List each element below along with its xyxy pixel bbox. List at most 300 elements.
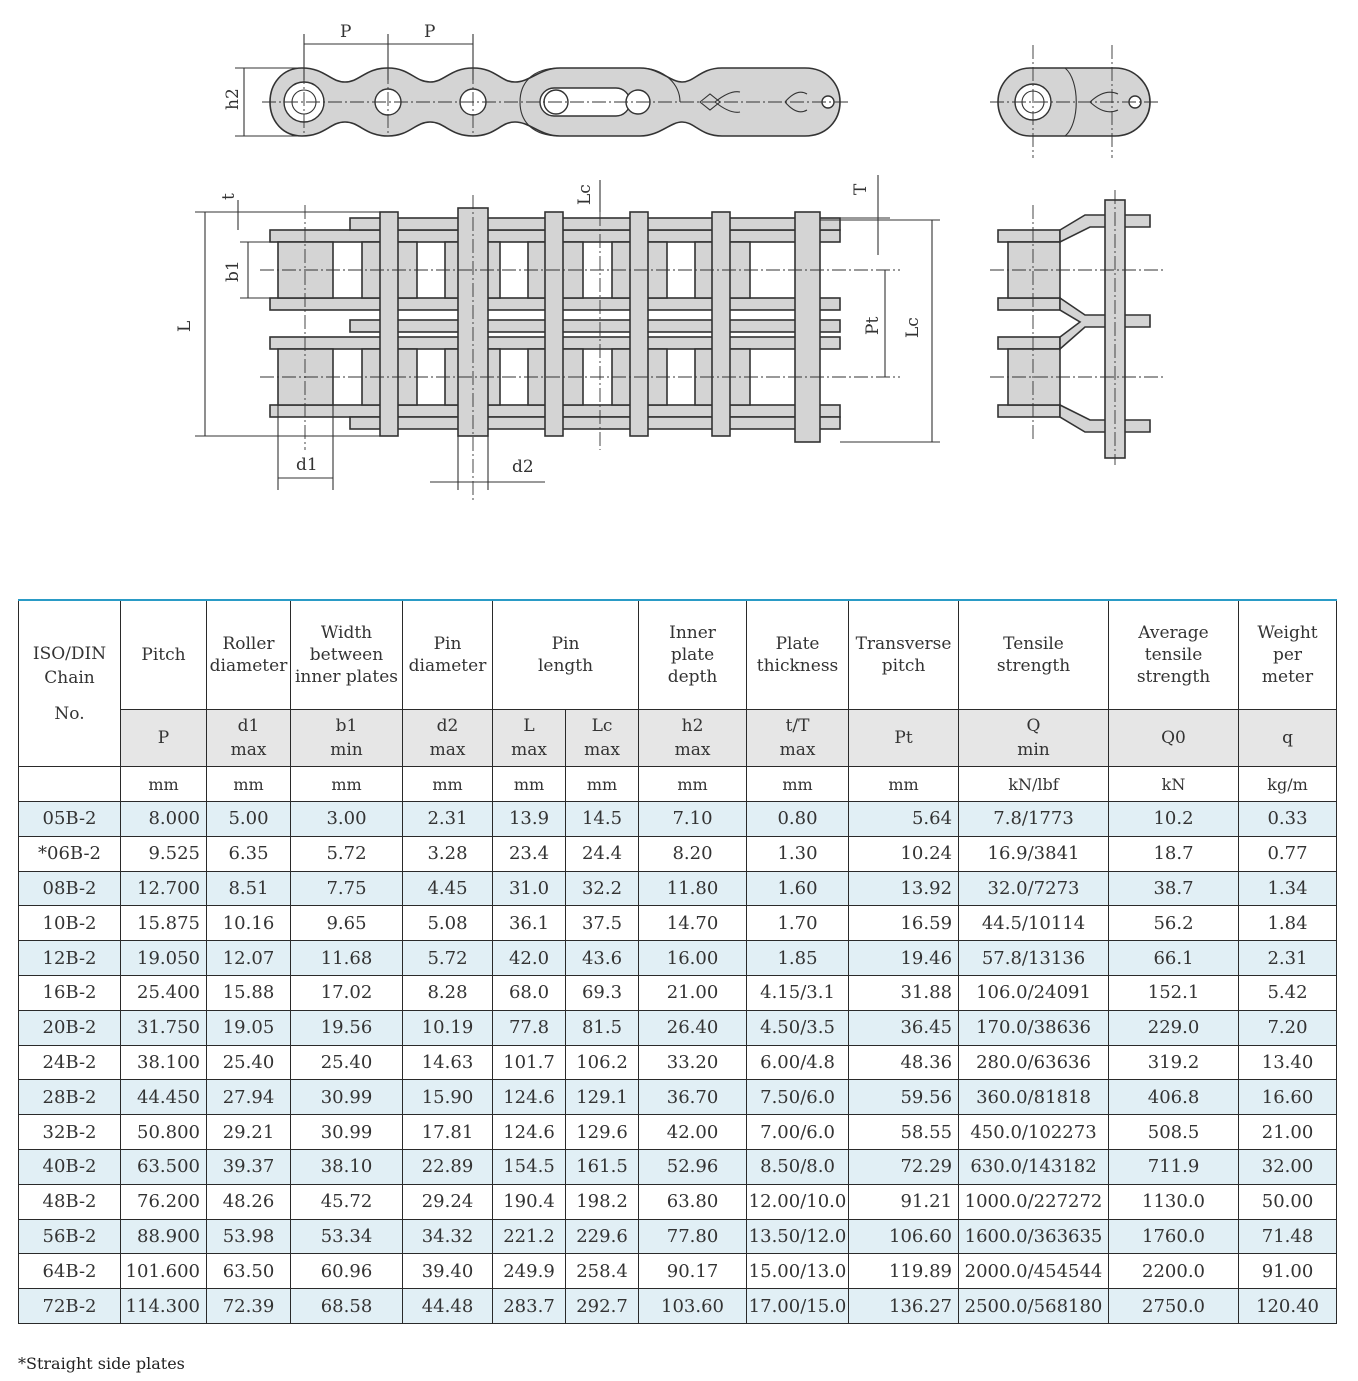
end-view-top	[990, 45, 1160, 158]
table-cell: 161.5	[566, 1149, 639, 1184]
table-cell: 106.60	[849, 1219, 959, 1254]
table-cell: 14.5	[566, 802, 639, 837]
header-plate-thickness	[747, 600, 849, 710]
table-cell: 406.8	[1109, 1080, 1239, 1115]
col-symbol: Pt	[894, 728, 913, 748]
table-cell: 39.37	[207, 1149, 291, 1184]
table-cell: 17.00/15.0	[747, 1289, 849, 1324]
table-cell: 19.56	[291, 1010, 403, 1045]
chain-no-cell: 40B-2	[19, 1149, 121, 1184]
table-row	[19, 1289, 1337, 1324]
table-cell: 8.28	[403, 975, 493, 1010]
table-cell: 22.89	[403, 1149, 493, 1184]
table-cell: 101.7	[493, 1045, 566, 1080]
table-cell: 48.26	[207, 1184, 291, 1219]
table-cell: 77.80	[639, 1219, 747, 1254]
table-row	[19, 836, 1337, 871]
table-cell: 106.2	[566, 1045, 639, 1080]
col-symbol: P	[157, 728, 170, 748]
table-cell: 9.65	[291, 906, 403, 941]
unit-plate-depth: mm	[639, 767, 747, 802]
table-body	[19, 802, 1337, 1324]
table-cell: 450.0/102273	[959, 1115, 1109, 1150]
chain-no-cell: 12B-2	[19, 941, 121, 976]
col-name: per	[1272, 645, 1303, 665]
table-cell: 229.6	[566, 1219, 639, 1254]
col-name: Pin	[433, 634, 462, 654]
label-Pt: Pt	[863, 316, 883, 335]
table-cell: 360.0/81818	[959, 1080, 1109, 1115]
table-cell: 25.40	[207, 1045, 291, 1080]
col-symbol-qual: max	[779, 740, 816, 760]
col-name: diameter	[209, 656, 288, 676]
table-cell: 129.6	[566, 1115, 639, 1150]
table-cell: 5.42	[1239, 975, 1337, 1010]
col-symbol-qual: max	[429, 740, 466, 760]
sym-thickness	[747, 710, 849, 767]
table-cell: 66.1	[1109, 941, 1239, 976]
table-cell: 7.20	[1239, 1010, 1337, 1045]
table-cell: 2500.0/568180	[959, 1289, 1109, 1324]
table-cell: 59.56	[849, 1080, 959, 1115]
table-cell: 63.50	[207, 1254, 291, 1289]
table-cell: 15.00/13.0	[747, 1254, 849, 1289]
table-cell: 5.72	[291, 836, 403, 871]
table-cell: 63.500	[121, 1149, 207, 1184]
label-T: T	[851, 183, 871, 195]
col-symbol: t/T	[785, 716, 810, 736]
table-cell: 15.88	[207, 975, 291, 1010]
table-cell: 25.400	[121, 975, 207, 1010]
table-cell: 5.64	[849, 802, 959, 837]
table-cell: 53.34	[291, 1219, 403, 1254]
col-name: Transverse	[855, 634, 952, 654]
col-name: thickness	[756, 656, 839, 676]
label-p2: P	[424, 22, 436, 42]
table-cell: 1.60	[747, 871, 849, 906]
table-cell: 19.05	[207, 1010, 291, 1045]
table-row	[19, 1149, 1337, 1184]
col-symbol-qual: max	[584, 740, 620, 760]
table-row	[19, 1045, 1337, 1080]
table-cell: 283.7	[493, 1289, 566, 1324]
table-cell: 2200.0	[1109, 1254, 1239, 1289]
table-cell: 124.6	[493, 1115, 566, 1150]
table-cell: 68.0	[493, 975, 566, 1010]
header-width-inner	[291, 600, 403, 710]
label-Lc: Lc	[903, 317, 923, 338]
table-cell: 36.70	[639, 1080, 747, 1115]
table-cell: 63.80	[639, 1184, 747, 1219]
table-cell: 23.4	[493, 836, 566, 871]
header-pin-length	[493, 600, 639, 710]
col-symbol: Q0	[1161, 728, 1186, 748]
label-L: L	[175, 320, 195, 332]
table-cell: 13.92	[849, 871, 959, 906]
col-symbol: q	[1282, 728, 1293, 748]
table-cell: 5.72	[403, 941, 493, 976]
table-cell: 136.27	[849, 1289, 959, 1324]
col-symbol-qual: max	[511, 740, 547, 760]
sym-transverse	[849, 710, 959, 767]
label-h2: h2	[223, 88, 243, 110]
table-cell: 221.2	[493, 1219, 566, 1254]
chain-no-cell: 56B-2	[19, 1219, 121, 1254]
label-b1: b1	[223, 260, 243, 282]
col-name: Width	[320, 623, 373, 643]
chain-no-cell: 05B-2	[19, 802, 121, 837]
chain-header-line2: Chain	[44, 667, 95, 688]
col-name: strength	[996, 656, 1071, 676]
chain-no-cell: 24B-2	[19, 1045, 121, 1080]
table-cell: 10.24	[849, 836, 959, 871]
unit-pin-l: mm	[493, 767, 566, 802]
table-cell: 91.21	[849, 1184, 959, 1219]
col-name: length	[537, 656, 594, 676]
col-name: Roller	[222, 634, 275, 654]
sym-pin-length-l	[493, 710, 566, 767]
label-lc-top: Lc	[575, 184, 595, 205]
table-cell: 711.9	[1109, 1149, 1239, 1184]
table-cell: 36.1	[493, 906, 566, 941]
table-cell: 44.5/10114	[959, 906, 1109, 941]
unit-transverse: mm	[849, 767, 959, 802]
table-cell: 42.0	[493, 941, 566, 976]
table-cell: 7.10	[639, 802, 747, 837]
table-row	[19, 1080, 1337, 1115]
table-cell: 4.50/3.5	[747, 1010, 849, 1045]
col-name: pitch	[881, 656, 926, 676]
table-cell: 0.33	[1239, 802, 1337, 837]
chain-no-cell: 08B-2	[19, 871, 121, 906]
table-cell: 258.4	[566, 1254, 639, 1289]
table-cell: 10.16	[207, 906, 291, 941]
table-cell: 32.2	[566, 871, 639, 906]
plan-view-chain	[195, 175, 940, 500]
table-cell: 1.85	[747, 941, 849, 976]
table-cell: 50.800	[121, 1115, 207, 1150]
table-cell: 103.60	[639, 1289, 747, 1324]
table-cell: 124.6	[493, 1080, 566, 1115]
col-symbol: L	[523, 716, 535, 736]
col-name: Pin	[551, 634, 580, 654]
table-cell: 11.80	[639, 871, 747, 906]
sym-tensile	[959, 710, 1109, 767]
chain-technical-drawing	[0, 0, 1358, 560]
table-cell: 15.875	[121, 906, 207, 941]
table-row	[19, 871, 1337, 906]
table-cell: 17.81	[403, 1115, 493, 1150]
table-cell: 81.5	[566, 1010, 639, 1045]
table-cell: 38.7	[1109, 871, 1239, 906]
table-cell: 43.6	[566, 941, 639, 976]
table-cell: 630.0/143182	[959, 1149, 1109, 1184]
table-cell: 13.40	[1239, 1045, 1337, 1080]
unit-pin-dia: mm	[403, 767, 493, 802]
table-cell: 19.050	[121, 941, 207, 976]
table-cell: 26.40	[639, 1010, 747, 1045]
table-cell: 101.600	[121, 1254, 207, 1289]
table-cell: 190.4	[493, 1184, 566, 1219]
col-symbol-qual: min	[330, 740, 363, 760]
table-cell: 31.750	[121, 1010, 207, 1045]
table-cell: 8.000	[121, 802, 207, 837]
sym-weight	[1239, 710, 1337, 767]
col-name: Inner	[669, 623, 716, 643]
table-cell: 106.0/24091	[959, 975, 1109, 1010]
table-cell: 24.4	[566, 836, 639, 871]
table-cell: 34.32	[403, 1219, 493, 1254]
table-cell: 4.15/3.1	[747, 975, 849, 1010]
table-cell: 6.35	[207, 836, 291, 871]
table-cell: 4.45	[403, 871, 493, 906]
col-name: between	[309, 645, 384, 665]
col-symbol-qual: min	[1017, 740, 1050, 760]
table-cell: 42.00	[639, 1115, 747, 1150]
table-cell: 3.00	[291, 802, 403, 837]
table-cell: 5.08	[403, 906, 493, 941]
col-symbol: d2	[436, 716, 459, 736]
table-cell: 14.70	[639, 906, 747, 941]
table-cell: 7.8/1773	[959, 802, 1109, 837]
chain-no-cell: 72B-2	[19, 1289, 121, 1324]
table-cell: 37.5	[566, 906, 639, 941]
table-row	[19, 802, 1337, 837]
unit-pin-lc: mm	[566, 767, 639, 802]
table-cell: 292.7	[566, 1289, 639, 1324]
col-symbol: h2	[681, 716, 704, 736]
sym-plate-depth	[639, 710, 747, 767]
table-cell: 71.48	[1239, 1219, 1337, 1254]
table-cell: 60.96	[291, 1254, 403, 1289]
table-cell: 16.60	[1239, 1080, 1337, 1115]
table-cell: 1000.0/227272	[959, 1184, 1109, 1219]
table-cell: 1.34	[1239, 871, 1337, 906]
table-cell: 6.00/4.8	[747, 1045, 849, 1080]
table-cell: 18.7	[1109, 836, 1239, 871]
col-symbol-qual: max	[230, 740, 267, 760]
table-cell: 45.72	[291, 1184, 403, 1219]
col-name: Plate	[775, 634, 820, 654]
table-cell: 33.20	[639, 1045, 747, 1080]
table-row	[19, 1115, 1337, 1150]
table-cell: 170.0/38636	[959, 1010, 1109, 1045]
sym-pin-dia	[403, 710, 493, 767]
chain-no-cell: 28B-2	[19, 1080, 121, 1115]
col-name: inner plates	[295, 667, 398, 687]
table-cell: 21.00	[639, 975, 747, 1010]
table-cell: 508.5	[1109, 1115, 1239, 1150]
header-pitch	[121, 600, 207, 710]
table-cell: 5.00	[207, 802, 291, 837]
table-cell: 69.3	[566, 975, 639, 1010]
side-view-chain	[235, 34, 850, 136]
col-symbol-qual: max	[674, 740, 711, 760]
table-cell: 280.0/63636	[959, 1045, 1109, 1080]
table-cell: 91.00	[1239, 1254, 1337, 1289]
table-cell: 198.2	[566, 1184, 639, 1219]
table-cell: 36.45	[849, 1010, 959, 1045]
table-cell: 1.70	[747, 906, 849, 941]
table-cell: 25.40	[291, 1045, 403, 1080]
table-cell: 2000.0/454544	[959, 1254, 1109, 1289]
col-name: Pitch	[141, 645, 186, 665]
table-cell: 0.80	[747, 802, 849, 837]
table-cell: 16.9/3841	[959, 836, 1109, 871]
table-cell: 17.02	[291, 975, 403, 1010]
chain-no-cell: 16B-2	[19, 975, 121, 1010]
table-cell: 57.8/13136	[959, 941, 1109, 976]
table-cell: 30.99	[291, 1080, 403, 1115]
col-name: Weight	[1257, 623, 1318, 643]
header-transverse-pitch	[849, 600, 959, 710]
table-cell: 31.88	[849, 975, 959, 1010]
table-cell: 13.9	[493, 802, 566, 837]
table-cell: 2.31	[403, 802, 493, 837]
sym-avg-tensile	[1109, 710, 1239, 767]
col-name: plate	[670, 645, 715, 665]
table-cell: 229.0	[1109, 1010, 1239, 1045]
table-cell: 7.50/6.0	[747, 1080, 849, 1115]
table-cell: 16.59	[849, 906, 959, 941]
chain-no-cell: 10B-2	[19, 906, 121, 941]
header-inner-plate-depth	[639, 600, 747, 710]
table-cell: 30.99	[291, 1115, 403, 1150]
table-cell: 11.68	[291, 941, 403, 976]
table-cell: 1130.0	[1109, 1184, 1239, 1219]
table-cell: 15.90	[403, 1080, 493, 1115]
col-symbol: Q	[1026, 716, 1041, 736]
table-cell: 249.9	[493, 1254, 566, 1289]
table-cell: 14.63	[403, 1045, 493, 1080]
chain-no-cell: *06B-2	[19, 836, 121, 871]
table-cell: 56.2	[1109, 906, 1239, 941]
table-cell: 38.10	[291, 1149, 403, 1184]
table-cell: 50.00	[1239, 1184, 1337, 1219]
label-t: t	[219, 193, 239, 200]
chain-spec-table	[18, 599, 1337, 1324]
table-cell: 12.00/10.0	[747, 1184, 849, 1219]
chain-no-cell: 20B-2	[19, 1010, 121, 1045]
table-cell: 120.40	[1239, 1289, 1337, 1324]
sym-width	[291, 710, 403, 767]
table-cell: 27.94	[207, 1080, 291, 1115]
table-cell: 1.30	[747, 836, 849, 871]
table-row	[19, 1184, 1337, 1219]
table-cell: 154.5	[493, 1149, 566, 1184]
col-name: meter	[1261, 667, 1314, 687]
unit-weight: kg/m	[1239, 767, 1337, 802]
col-name: strength	[1136, 667, 1211, 687]
header-name-row	[19, 600, 1337, 710]
chain-header-line1: ISO/DIN	[32, 643, 107, 664]
unit-thickness: mm	[747, 767, 849, 802]
col-symbol: Lc	[591, 716, 613, 736]
label-d2: d2	[512, 457, 534, 477]
header-roller-diameter	[207, 600, 291, 710]
table-cell: 10.19	[403, 1010, 493, 1045]
table-row	[19, 1010, 1337, 1045]
table-cell: 90.17	[639, 1254, 747, 1289]
table-cell: 32.0/7273	[959, 871, 1109, 906]
table-cell: 10.2	[1109, 802, 1239, 837]
col-symbol: d1	[237, 716, 260, 736]
table-cell: 76.200	[121, 1184, 207, 1219]
table-row	[19, 1254, 1337, 1289]
table-cell: 31.0	[493, 871, 566, 906]
chain-no-cell: 48B-2	[19, 1184, 121, 1219]
table-cell: 38.100	[121, 1045, 207, 1080]
table-cell: 1760.0	[1109, 1219, 1239, 1254]
sym-roller	[207, 710, 291, 767]
unit-pitch: mm	[121, 767, 207, 802]
table-cell: 16.00	[639, 941, 747, 976]
table-cell: 319.2	[1109, 1045, 1239, 1080]
table-cell: 72.29	[849, 1149, 959, 1184]
table-cell: 9.525	[121, 836, 207, 871]
table-cell: 0.77	[1239, 836, 1337, 871]
col-symbol: b1	[335, 716, 358, 736]
header-chain-no	[19, 600, 121, 767]
table-cell: 119.89	[849, 1254, 959, 1289]
label-d1: d1	[296, 455, 318, 475]
table-cell: 19.46	[849, 941, 959, 976]
table-cell: 12.07	[207, 941, 291, 976]
table-cell: 129.1	[566, 1080, 639, 1115]
table-cell: 88.900	[121, 1219, 207, 1254]
table-cell: 1600.0/363635	[959, 1219, 1109, 1254]
unit-width: mm	[291, 767, 403, 802]
table-row	[19, 1219, 1337, 1254]
table-cell: 32.00	[1239, 1149, 1337, 1184]
table-cell: 48.36	[849, 1045, 959, 1080]
table-cell: 29.21	[207, 1115, 291, 1150]
table-cell: 114.300	[121, 1289, 207, 1324]
table-cell: 29.24	[403, 1184, 493, 1219]
table-row	[19, 941, 1337, 976]
sym-pitch	[121, 710, 207, 767]
end-view-plan	[990, 190, 1165, 465]
table-cell: 68.58	[291, 1289, 403, 1324]
sym-pin-length-lc	[566, 710, 639, 767]
header-tensile-strength	[959, 600, 1109, 710]
table-cell: 77.8	[493, 1010, 566, 1045]
table-cell: 52.96	[639, 1149, 747, 1184]
table-cell: 152.1	[1109, 975, 1239, 1010]
col-name: depth	[667, 667, 718, 687]
table-cell: 58.55	[849, 1115, 959, 1150]
header-pin-diameter	[403, 600, 493, 710]
table-cell: 3.28	[403, 836, 493, 871]
table-cell: 7.75	[291, 871, 403, 906]
header-unit-row	[19, 767, 1337, 802]
table-cell: 2750.0	[1109, 1289, 1239, 1324]
table-cell: 53.98	[207, 1219, 291, 1254]
table-cell: 44.450	[121, 1080, 207, 1115]
table-row	[19, 975, 1337, 1010]
footnote: *Straight side plates	[18, 1354, 185, 1373]
table-row	[19, 906, 1337, 941]
table-cell: 8.51	[207, 871, 291, 906]
table-cell: 7.00/6.0	[747, 1115, 849, 1150]
col-name: diameter	[408, 656, 487, 676]
unit-blank	[19, 767, 121, 802]
col-name: tensile	[1144, 645, 1203, 665]
chain-header-line3: No.	[54, 703, 85, 724]
table-cell: 12.700	[121, 871, 207, 906]
header-weight-per-meter	[1239, 600, 1337, 710]
table-cell: 39.40	[403, 1254, 493, 1289]
